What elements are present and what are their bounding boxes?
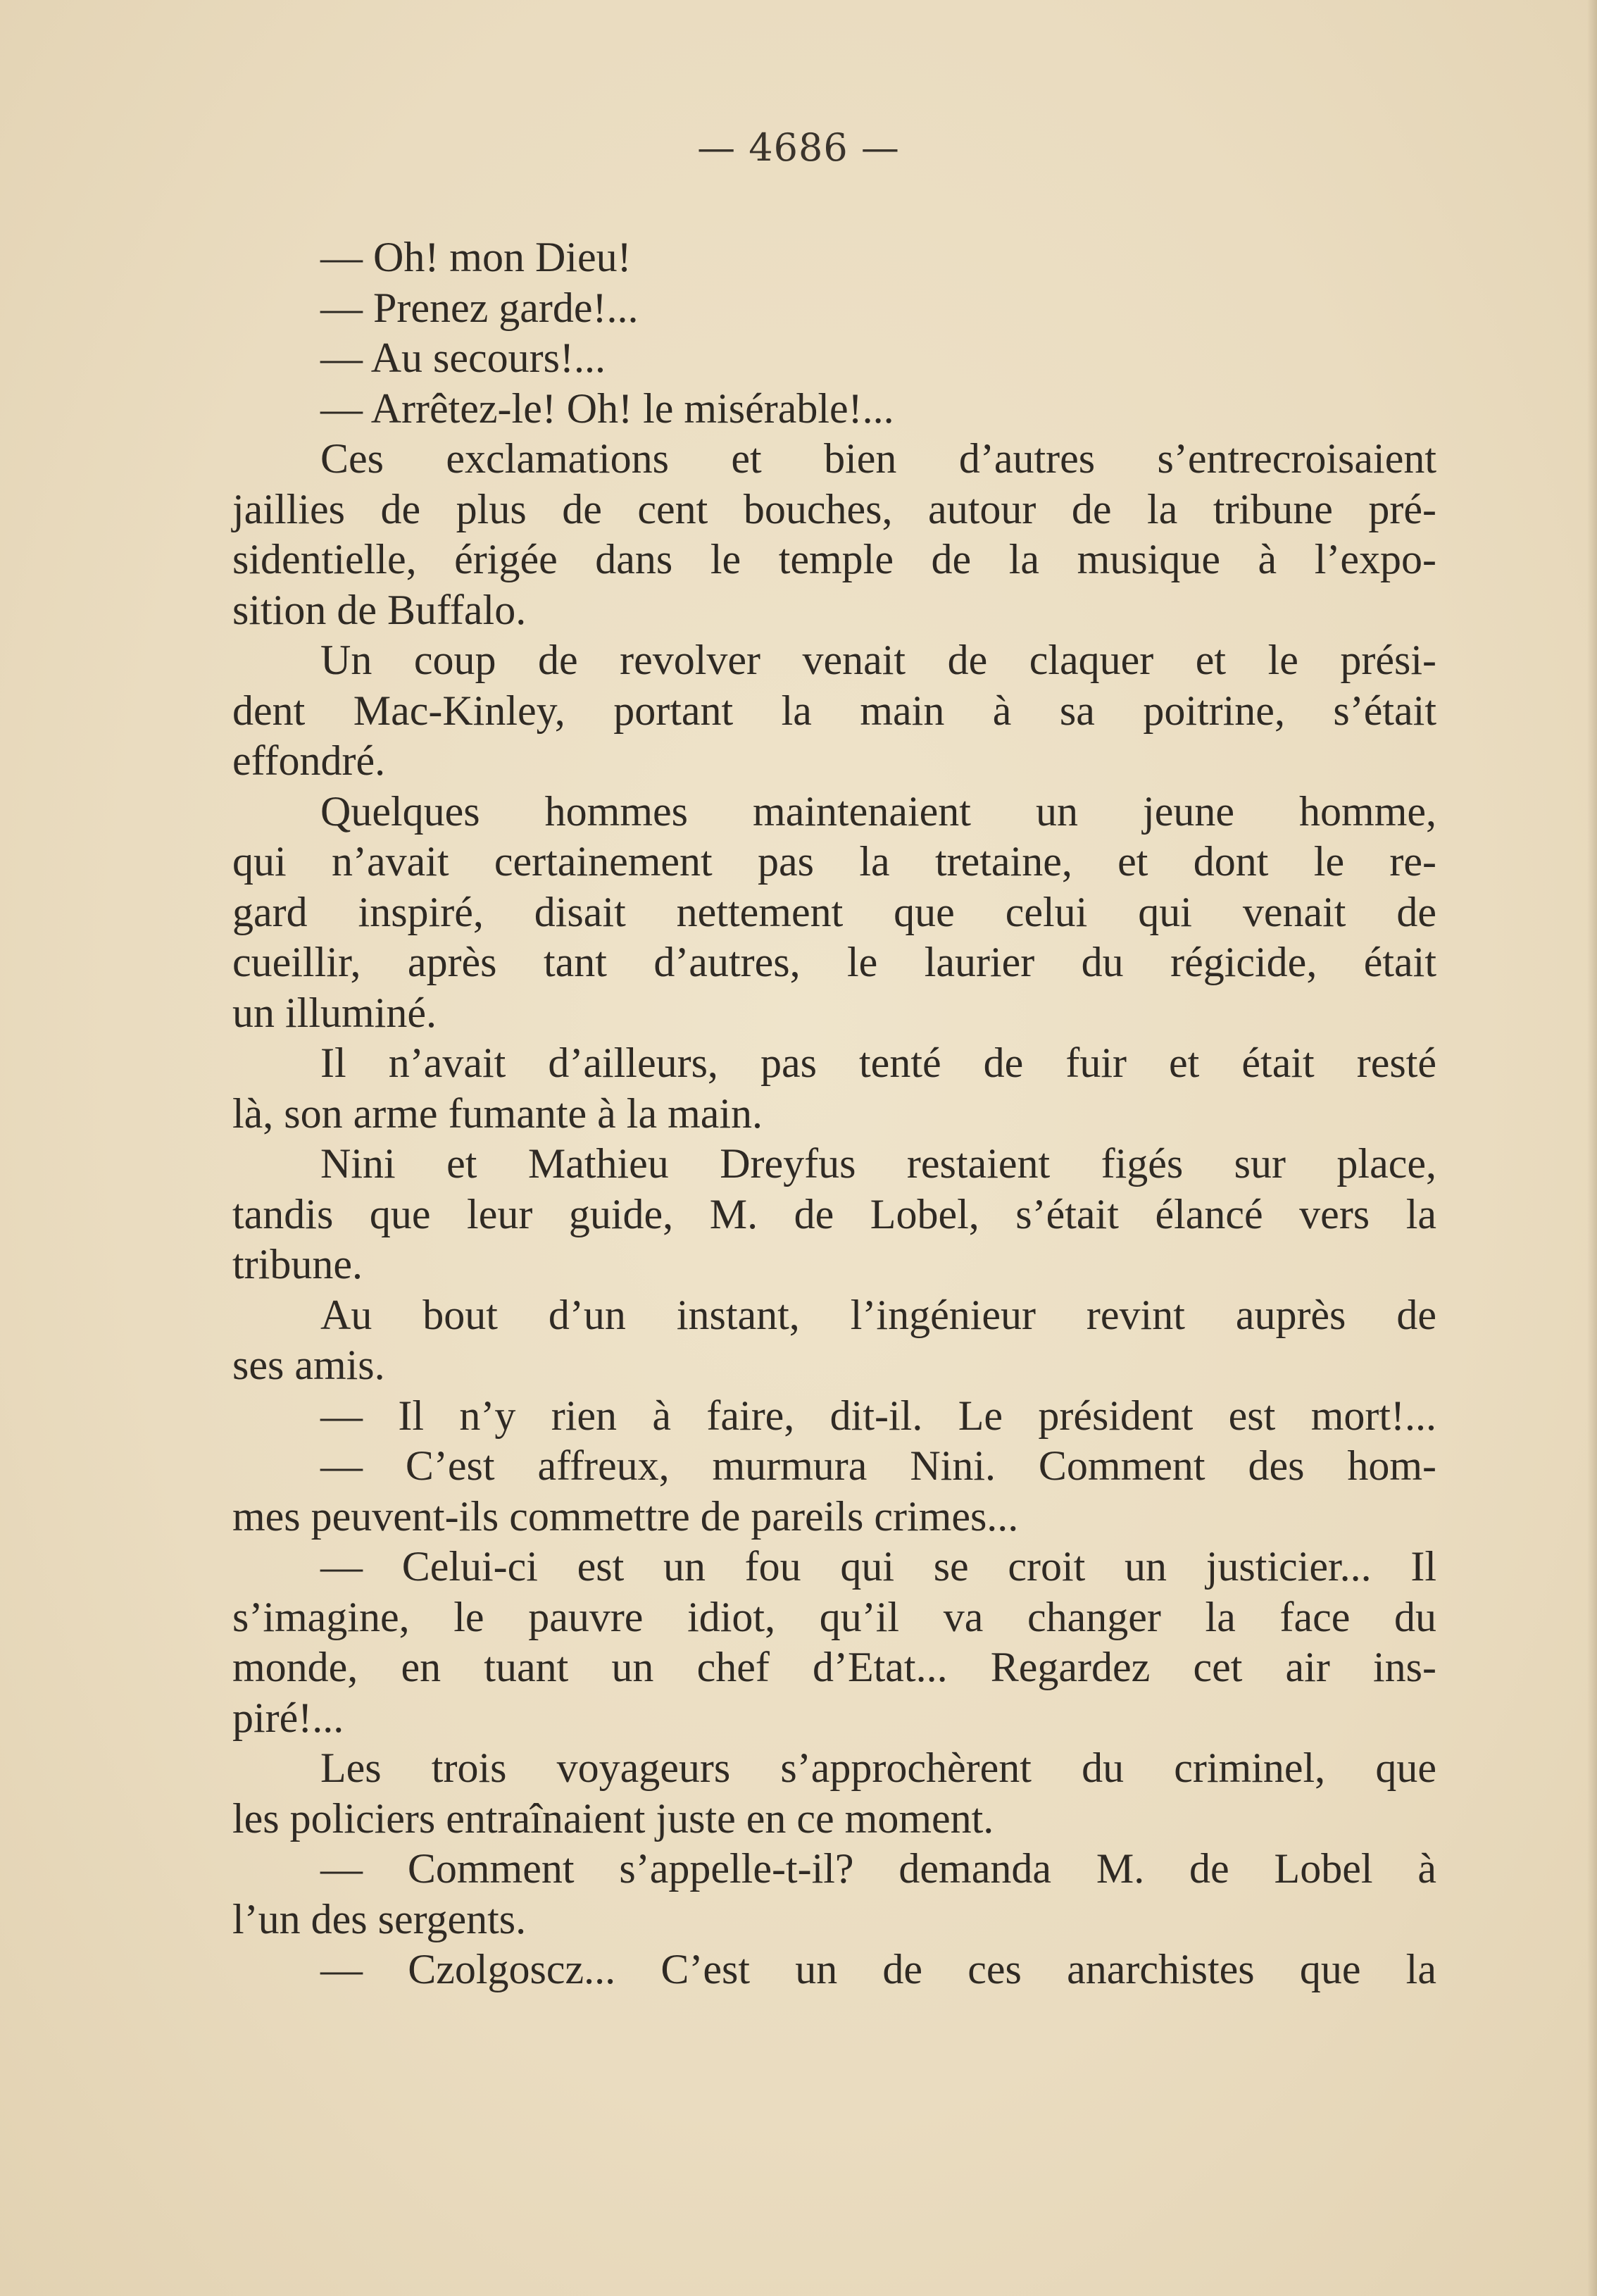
- text-line: — Arrêtez-le! Oh! le misérable!...: [320, 385, 894, 432]
- text-line: Les trois voyageurs s’approchèrent du criminel, que: [320, 1745, 1436, 1791]
- text-line: tandis que leur guide, M. de Lobel, s’était élancé vers la: [232, 1190, 1436, 1237]
- page-number: — 4686 —: [697, 125, 900, 170]
- text-line: un illuminé.: [232, 989, 437, 1036]
- text-line: — Prenez garde!...: [320, 284, 639, 331]
- text-line: mes peuvent-ils commettre de pareils crimes...: [232, 1492, 1019, 1540]
- text-line: qui n’avait certainement pas la tretaine, et dont le re-: [232, 838, 1436, 885]
- text-line: jaillies de plus de cent bouches, autour de la tribune pré-: [232, 485, 1436, 532]
- text-line: — Au secours!...: [320, 335, 606, 381]
- text-line: sition de Buffalo.: [232, 586, 527, 633]
- text-line: Il n’avait d’ailleurs, pas tenté de fuir et était resté: [320, 1040, 1436, 1086]
- text-line: l’un des sergents.: [232, 1895, 527, 1942]
- text-line: Au bout d’un instant, l’ingénieur revint auprès de: [320, 1291, 1436, 1338]
- text-line: — Comment s’appelle-t-il? demanda M. de Lobel à: [320, 1845, 1436, 1892]
- page-text: [232, 232, 1436, 1995]
- text-line: piré!...: [232, 1694, 344, 1741]
- text-line: — Celui-ci est un fou qui se croit un justicier... Il: [320, 1543, 1436, 1590]
- text-line: gard inspiré, disait nettement que celui qui venait de: [232, 888, 1436, 935]
- text-line: cueillir, après tant d’autres, le laurier du régicide, était: [232, 939, 1436, 985]
- text-line: — Oh! mon Dieu!: [320, 234, 632, 280]
- text-line: Quelques hommes maintenaient un jeune homme,: [320, 787, 1436, 835]
- text-line: effondré.: [232, 737, 386, 784]
- text-line: — C’est affreux, murmura Nini. Comment des hom-: [320, 1442, 1436, 1489]
- text-line: dent Mac-Kinley, portant la main à sa poitrine, s’était: [232, 687, 1436, 734]
- text-line: tribune.: [232, 1241, 363, 1287]
- text-line: s’imagine, le pauvre idiot, qu’il va changer la face du: [232, 1593, 1436, 1640]
- text-line: — Il n’y rien à faire, dit-il. Le président est mort!...: [320, 1392, 1436, 1439]
- text-line: ses amis.: [232, 1342, 385, 1388]
- text-line: les policiers entraînaient juste en ce moment.: [232, 1795, 994, 1842]
- text-line: sidentielle, érigée dans le temple de la musique à l’expo-: [232, 536, 1436, 582]
- text-line: Ces exclamations et bien d’autres s’entrecroisaient: [320, 435, 1436, 482]
- text-line: Nini et Mathieu Dreyfus restaient figés sur place,: [320, 1140, 1436, 1187]
- text-line: monde, en tuant un chef d’Etat... Regardez cet air ins-: [232, 1644, 1436, 1690]
- text-line: Un coup de revolver venait de claquer et le prési-: [320, 637, 1436, 683]
- text-line: là, son arme fumante à la main.: [232, 1090, 763, 1137]
- text-line: — Czolgoscz... C’est un de ces anarchistes que la: [320, 1946, 1436, 1992]
- page-edge-shadow: [1587, 0, 1597, 2296]
